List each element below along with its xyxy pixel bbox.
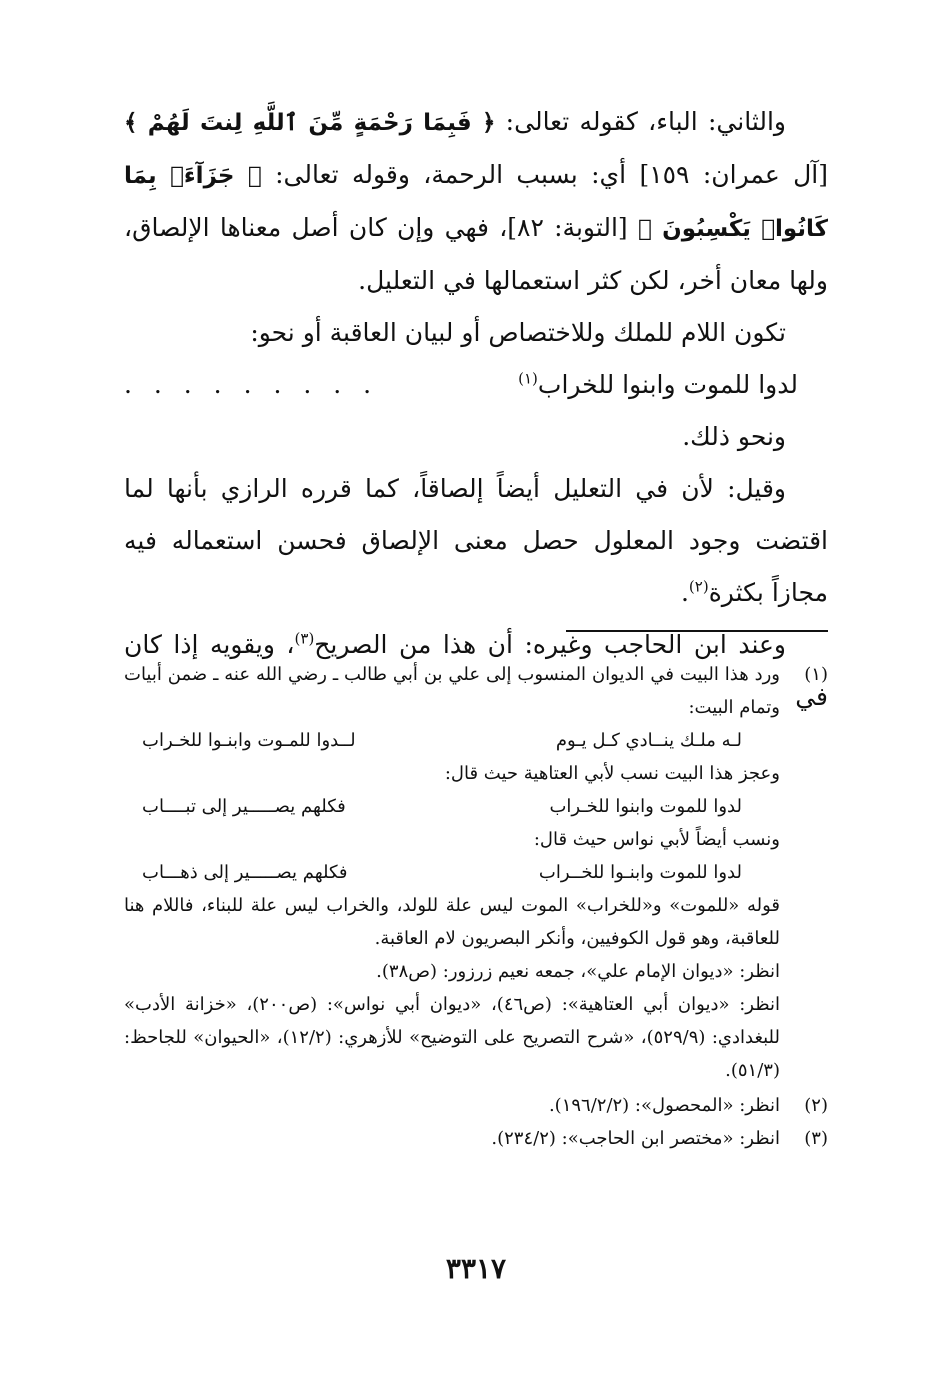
footnote-ref-3[interactable]: (٣)	[294, 629, 315, 648]
footnote-2	[124, 1089, 828, 1122]
verse-ellipsis: . . . . . . . . .	[124, 370, 379, 399]
paragraph-2: تكون اللام للملك وللاختصاص أو لبيان العاقبة أو نحو:	[250, 318, 786, 347]
para1-middle: [آل عمران: ١٥٩] أي: بسبب الرحمة، وقوله تعالى:	[261, 160, 829, 189]
footnote-3	[124, 1122, 828, 1155]
poem-hemistich-left: فكلهم يصـــــير إلى تبــــاب	[142, 796, 346, 817]
footnotes	[124, 658, 828, 1155]
paragraph-1	[124, 96, 828, 307]
footnote-ref-1[interactable]: (١)	[518, 369, 538, 388]
footnote-number: (٣)	[804, 1128, 828, 1149]
footnote-1	[124, 658, 828, 724]
paragraph-5: وعند ابن الحاجب وغيره: أن هذا من الصريح$^{(٣)}$، ويقويه إذا كان في	[124, 629, 828, 711]
poem-hemistich-right: لـه ملـك ينــادي كـل يـوم	[555, 730, 742, 751]
verse-text: لدوا للموت وابنوا للخراب$^{(١)}$	[518, 369, 798, 399]
poem-hemistich-left: لــدوا للمـوت وابنـوا للخـراب	[142, 730, 356, 751]
poem-line-1	[142, 724, 780, 757]
poem-line-3	[142, 856, 780, 889]
footnote-text: انظر: «ديوان الإمام علي»، جمعه نعيم زرزور: (ص٣٨).	[376, 961, 780, 982]
poem-hemistich-right: لدوا للموت وابنـوا للخــراب	[538, 862, 742, 883]
footnote-number: (٢)	[804, 1095, 828, 1116]
page-number: ٣٣١٧	[445, 1252, 507, 1285]
poem-line-2	[142, 790, 780, 823]
verse-line	[124, 359, 828, 411]
quran-verse-2: ﴿ جَزَآءَۢ بِمَا كَانُوا۟ يَكْسِبُونَ ﴾	[124, 163, 828, 242]
footnote-separator	[566, 630, 828, 632]
footnote-text: انظر: «ديوان أبي العتاهية»: (ص٤٦)، «ديوان أبي نواس»: (ص٢٠٠)، «خزانة الأدب» للبغدادي: (٥٢٩/٩)، «شرح التصريح على التوضيح» للأزهري: (١٢/٢)، «الحيوان» للجاحظ: (٥١/٣).	[124, 994, 781, 1081]
footnote-text: وعجز هذا البيت نسب لأبي العتاهية حيث قال:	[444, 763, 780, 784]
poem-hemistich-right: لدوا للموت وابنوا للخـراب	[549, 796, 742, 817]
main-text	[124, 96, 828, 723]
footnote-text: انظر: «مختصر ابن الحاجب»: (٢٣٤/٢).	[491, 1128, 780, 1149]
para1-intro: والثاني: الباء، كقوله تعالى:	[495, 107, 786, 136]
footnote-ref-2[interactable]: (٢)	[688, 577, 709, 596]
footnote-text: انظر: «المحصول»: (١٩٦/٢/٢).	[548, 1095, 780, 1116]
paragraph-4: وقيل: لأن في التعليل أيضاً إلصاقاً، كما قرره الرازي بأنها لما اقتضت وجود المعلول حصل معنى الإلصاق فحسن استعماله فيه مجازاً بكثرة$^{(٢)}$.	[124, 474, 828, 607]
footnote-number: (١)	[804, 664, 828, 685]
footnote-text: ورد هذا البيت في الديوان المنسوب إلى علي بن أبي طالب ـ رضي الله عنه ـ ضمن أبيات وتمام البيت:	[124, 664, 780, 718]
paragraph-3: ونحو ذلك.	[682, 422, 786, 451]
footnote-text: ونسب أيضاً لأبي نواس حيث قال:	[533, 829, 780, 850]
quran-verse-1: ﴿ فَبِمَا رَحْمَةٍ مِّنَ ٱللَّهِ لِنتَ لَهُمْ ﴾	[124, 110, 496, 136]
poem-hemistich-left: فكلهم يصـــــير إلى ذهـــاب	[142, 862, 348, 883]
footnote-text: قوله «للموت» و«للخراب» الموت ليس علة للولد، والخراب ليس علة للبناء، فاللام هنا للعاقبة، وهو قول الكوفيين، وأنكر البصريون لام العاقبة.	[124, 895, 780, 949]
para1-end: [التوبة: ٨٢]، فهي وإن كان أصل معناها الإلصاق، ولها معان أخر، لكن كثر استعمالها في التعليل.	[124, 213, 828, 295]
